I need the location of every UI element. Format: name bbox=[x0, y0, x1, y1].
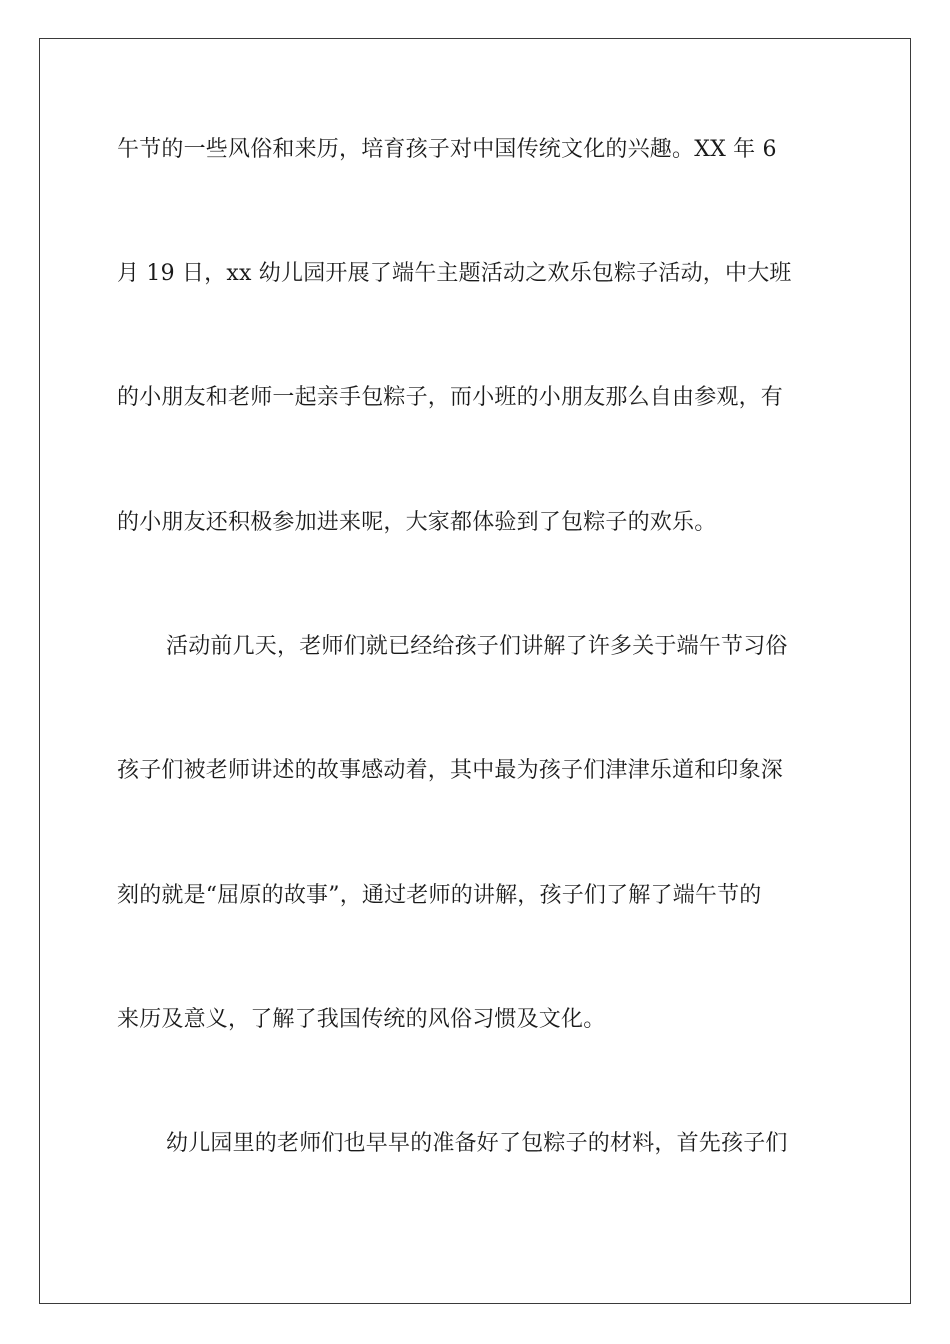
page-border bbox=[39, 38, 911, 1304]
text-line: 的小朋友和老师一起亲手包粽子，而小班的小朋友那么自由参观，有 bbox=[117, 385, 784, 410]
text-line: 的小朋友还积极参加进来呢，大家都体验到了包粽子的欢乐。 bbox=[117, 510, 717, 535]
paragraph-first-line: 活动前几天，老师们就已经给孩子们讲解了许多关于端午节习俗 bbox=[166, 634, 788, 659]
text-line: 午节的一些风俗和来历，培育孩子对中国传统文化的兴趣。XX 年 6 bbox=[117, 137, 777, 162]
text-line: 孩子们被老师讲述的故事感动着，其中最为孩子们津津乐道和印象深 bbox=[117, 758, 784, 783]
paragraph-first-line: 幼儿园里的老师们也早早的准备好了包粽子的材料，首先孩子们 bbox=[166, 1131, 788, 1156]
text-line: 来历及意义，了解了我国传统的风俗习惯及文化。 bbox=[117, 1007, 606, 1032]
text-line: 月 19 日，xx 幼儿园开展了端午主题活动之欢乐包粽子活动，中大班 bbox=[117, 261, 792, 286]
text-line: 刻的就是“屈原的故事”，通过老师的讲解，孩子们了解了端午节的 bbox=[117, 883, 762, 908]
